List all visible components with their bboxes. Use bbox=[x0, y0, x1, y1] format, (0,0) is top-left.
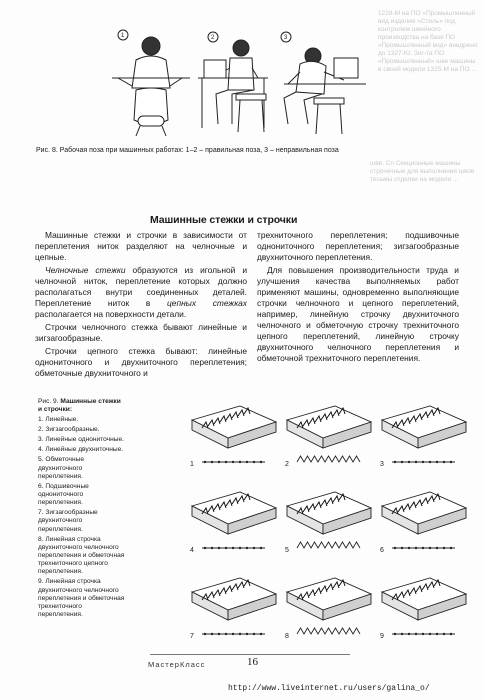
diagram-number: 4 bbox=[190, 547, 194, 554]
source-watermark: http://www.liveinternet.ru/users/galina_o/ bbox=[228, 684, 430, 693]
section-title: Машинные стежки и строчки bbox=[150, 214, 298, 226]
figure-8-caption: Рис. 8. Рабочая поза при машинных работах: 1–2 – правильная поза, 3 – неправильная поза bbox=[36, 147, 339, 154]
paragraph-part: образуются из игольной и челночной ниток, переплетение которых должно располагаться внутри соединенных деталей. Переплетение ниток в bbox=[35, 265, 247, 308]
figure-9-legend-item: 1. Линейные. bbox=[38, 416, 79, 424]
footer-rule bbox=[150, 654, 350, 655]
figure-9-legend-item: 8. Линейная строчка двухниточного челночного переплетения и обметочная трехниточного цепного переплетения. bbox=[38, 535, 125, 576]
stitch-diagram-1 bbox=[190, 406, 276, 468]
bleed-through-text-right: шве. Сп Секционные машины строчечные для выполнения швов тесьмы отделки на модели ... bbox=[370, 160, 475, 183]
figure-9-legend-item: 4. Линейные двухниточные. bbox=[38, 446, 124, 454]
figure-9-caption bbox=[38, 398, 126, 621]
diagram-number: 3 bbox=[380, 461, 384, 468]
stitch-diagram-8 bbox=[285, 578, 371, 640]
text-column-right bbox=[257, 230, 459, 366]
figure-9-legend-item: 6. Подшивочные однониточного переплетения. bbox=[38, 482, 89, 507]
figure-9-legend-list bbox=[38, 416, 126, 619]
paragraph: трехниточного переплетения; подшивочные однониточного переплетения; зигзагообразные двухниточного переплетения. bbox=[257, 230, 459, 262]
paragraph: Строчки цепного стежка бывают: линейные однониточного и двухниточного переплетения; обметочные двухниточного и bbox=[35, 346, 247, 378]
pose-number-2: 2 bbox=[211, 35, 215, 41]
bleed-through-text-top: 1228-М на ПО «Промышленный вид изделия «Стиль» под контролем швейного производства на базе ПО «Промышленный вид» внедрено до 1327-Ю. Зиг-та ПО «Промышленный» шве машины в своей модели 1325-М на ПО ... bbox=[378, 10, 478, 73]
diagram-number: 5 bbox=[285, 547, 289, 554]
diagram-number: 6 bbox=[380, 547, 384, 554]
term-chain-stitch: цепных стежках bbox=[167, 298, 247, 308]
pose-number-3: 3 bbox=[284, 35, 288, 41]
figure-9-label: Рис. 9. bbox=[38, 398, 59, 405]
figure-9-title bbox=[38, 398, 126, 414]
stitch-diagram-7 bbox=[190, 578, 276, 640]
stitch-diagram-4 bbox=[190, 492, 276, 554]
diagram-number: 9 bbox=[380, 633, 384, 640]
posture-illustration bbox=[108, 28, 368, 140]
figure-9-legend-item: 7. Зигзагообразные двухниточного переплетения. bbox=[38, 509, 98, 533]
figure-9-heading: Машинные стежки и строчки: bbox=[38, 398, 121, 414]
page-number: 16 bbox=[247, 656, 258, 668]
diagram-number: 1 bbox=[190, 461, 194, 468]
stitch-diagram-9 bbox=[380, 578, 466, 640]
stitch-diagrams-svg bbox=[184, 394, 469, 652]
diagram-number: 8 bbox=[285, 633, 289, 640]
paragraph: Для повышения производительности труда и улучшения качества выполняемых работ применяют машины, одновременно выполняющие строчки челночного и цепного переплетений, например, линейную строчку двухниточного челночного и обметочную строчку трехниточного цепного переплетений, линейную строчку двухниточного челночного переплетения и обметочной трехниточного переплетения. bbox=[257, 265, 459, 363]
stitch-diagram-3 bbox=[380, 406, 466, 468]
term-lockstitch: Челночные стежки bbox=[45, 265, 126, 275]
stitch-diagram-6 bbox=[380, 492, 466, 554]
stitch-diagram-2 bbox=[285, 406, 371, 468]
diagram-number: 2 bbox=[285, 461, 289, 468]
figure-9-legend-item: 2. Зигзагообразные. bbox=[38, 426, 100, 434]
stitch-diagram-5 bbox=[285, 492, 371, 554]
figure-9-legend-item: 5. Обметочные двухниточного переплетения. bbox=[38, 456, 85, 480]
paragraph-part: располагается на поверхности детали. bbox=[35, 309, 187, 319]
text-column-left bbox=[35, 230, 247, 381]
diagram-number: 7 bbox=[190, 633, 194, 640]
figure-9-stitch-diagrams bbox=[184, 394, 469, 652]
figure-8-sewing-posture bbox=[108, 28, 368, 140]
figure-9-legend-item: 9. Линейная строчка двухниточного челночного переплетения и обметочная трехниточного переплетения. bbox=[38, 578, 125, 619]
paragraph: Машинные стежки и строчки в зависимости от переплетения ниток разделяют на челночные и цепные. bbox=[35, 230, 247, 262]
paragraph bbox=[35, 265, 247, 320]
footer-brand: МастерКласс bbox=[148, 660, 206, 669]
pose-number-1: 1 bbox=[121, 33, 125, 39]
figure-9-legend-item: 3. Линейные однониточные. bbox=[38, 436, 124, 444]
paragraph: Строчки челночного стежка бывают линейные и зигзагообразные. bbox=[35, 322, 247, 343]
